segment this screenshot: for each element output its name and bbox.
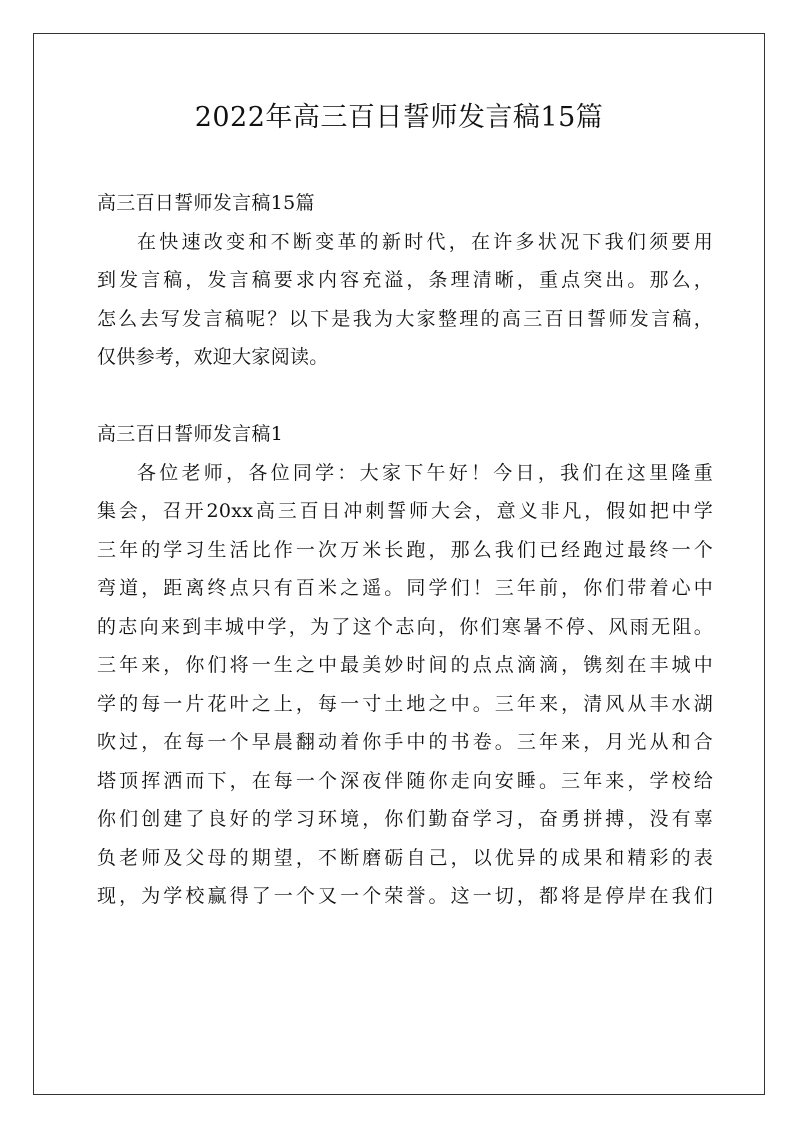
section-1-paragraph-line: 学的每一片花叶之上，每一寸土地之中。三年来，清风从丰水湖 (97, 692, 713, 715)
section-1-paragraph-line: 吹过，在每一个早晨翻动着你手中的书卷。三年来，月光从和合 (97, 731, 713, 753)
intro-paragraph-line: 到发言稿，发言稿要求内容充溢，条理清晰，重点突出。那么， (97, 269, 713, 291)
section-1-paragraph-line: 的志向来到丰城中学，为了这个志向，你们寒暑不停、风雨无阻。 (97, 615, 713, 638)
intro-paragraph-line: 怎么去写发言稿呢？以下是我为大家整理的高三百日誓师发言稿， (97, 307, 713, 330)
section-1-paragraph-line: 各位老师，各位同学：大家下午好！今日，我们在这里隆重 (137, 461, 713, 484)
intro-paragraph-line: 在快速改变和不断变革的新时代，在许多状况下我们须要用 (137, 230, 713, 253)
section-1-paragraph-line: 集会，召开20xx高三百日冲刺誓师大会，意义非凡，假如把中学 (97, 500, 713, 522)
section-1-heading: 高三百日誓师发言稿1 (97, 423, 284, 445)
section-1-paragraph-line: 塔顶挥洒而下，在每一个深夜伴随你走向安睡。三年来，学校给 (97, 769, 713, 792)
section-1-paragraph-line: 负老师及父母的期望，不断磨砺自己，以优异的成果和精彩的表 (97, 846, 713, 869)
document-title: 2022年高三百日誓师发言稿15篇 (194, 102, 604, 133)
intro-heading: 高三百日誓师发言稿15篇 (97, 192, 315, 214)
intro-paragraph-line: 仅供参考，欢迎大家阅读。 (97, 346, 329, 368)
document-body (97, 184, 713, 916)
section-1-paragraph-line: 你们创建了良好的学习环境，你们勤奋学习，奋勇拼搏，没有辜 (97, 808, 713, 830)
paragraph-spacer (97, 377, 713, 416)
section-1-paragraph-line: 三年的学习生活比作一次万米长跑，那么我们已经跑过最终一个 (97, 538, 713, 561)
section-1-paragraph-line: 现，为学校赢得了一个又一个荣誉。这一切，都将是停岸在我们 (97, 885, 713, 907)
section-1-paragraph-line: 弯道，距离终点只有百米之遥。同学们！三年前，你们带着心中 (97, 577, 713, 599)
section-1-paragraph-line: 三年来，你们将一生之中最美妙时间的点点滴滴，镌刻在丰城中 (97, 654, 713, 676)
